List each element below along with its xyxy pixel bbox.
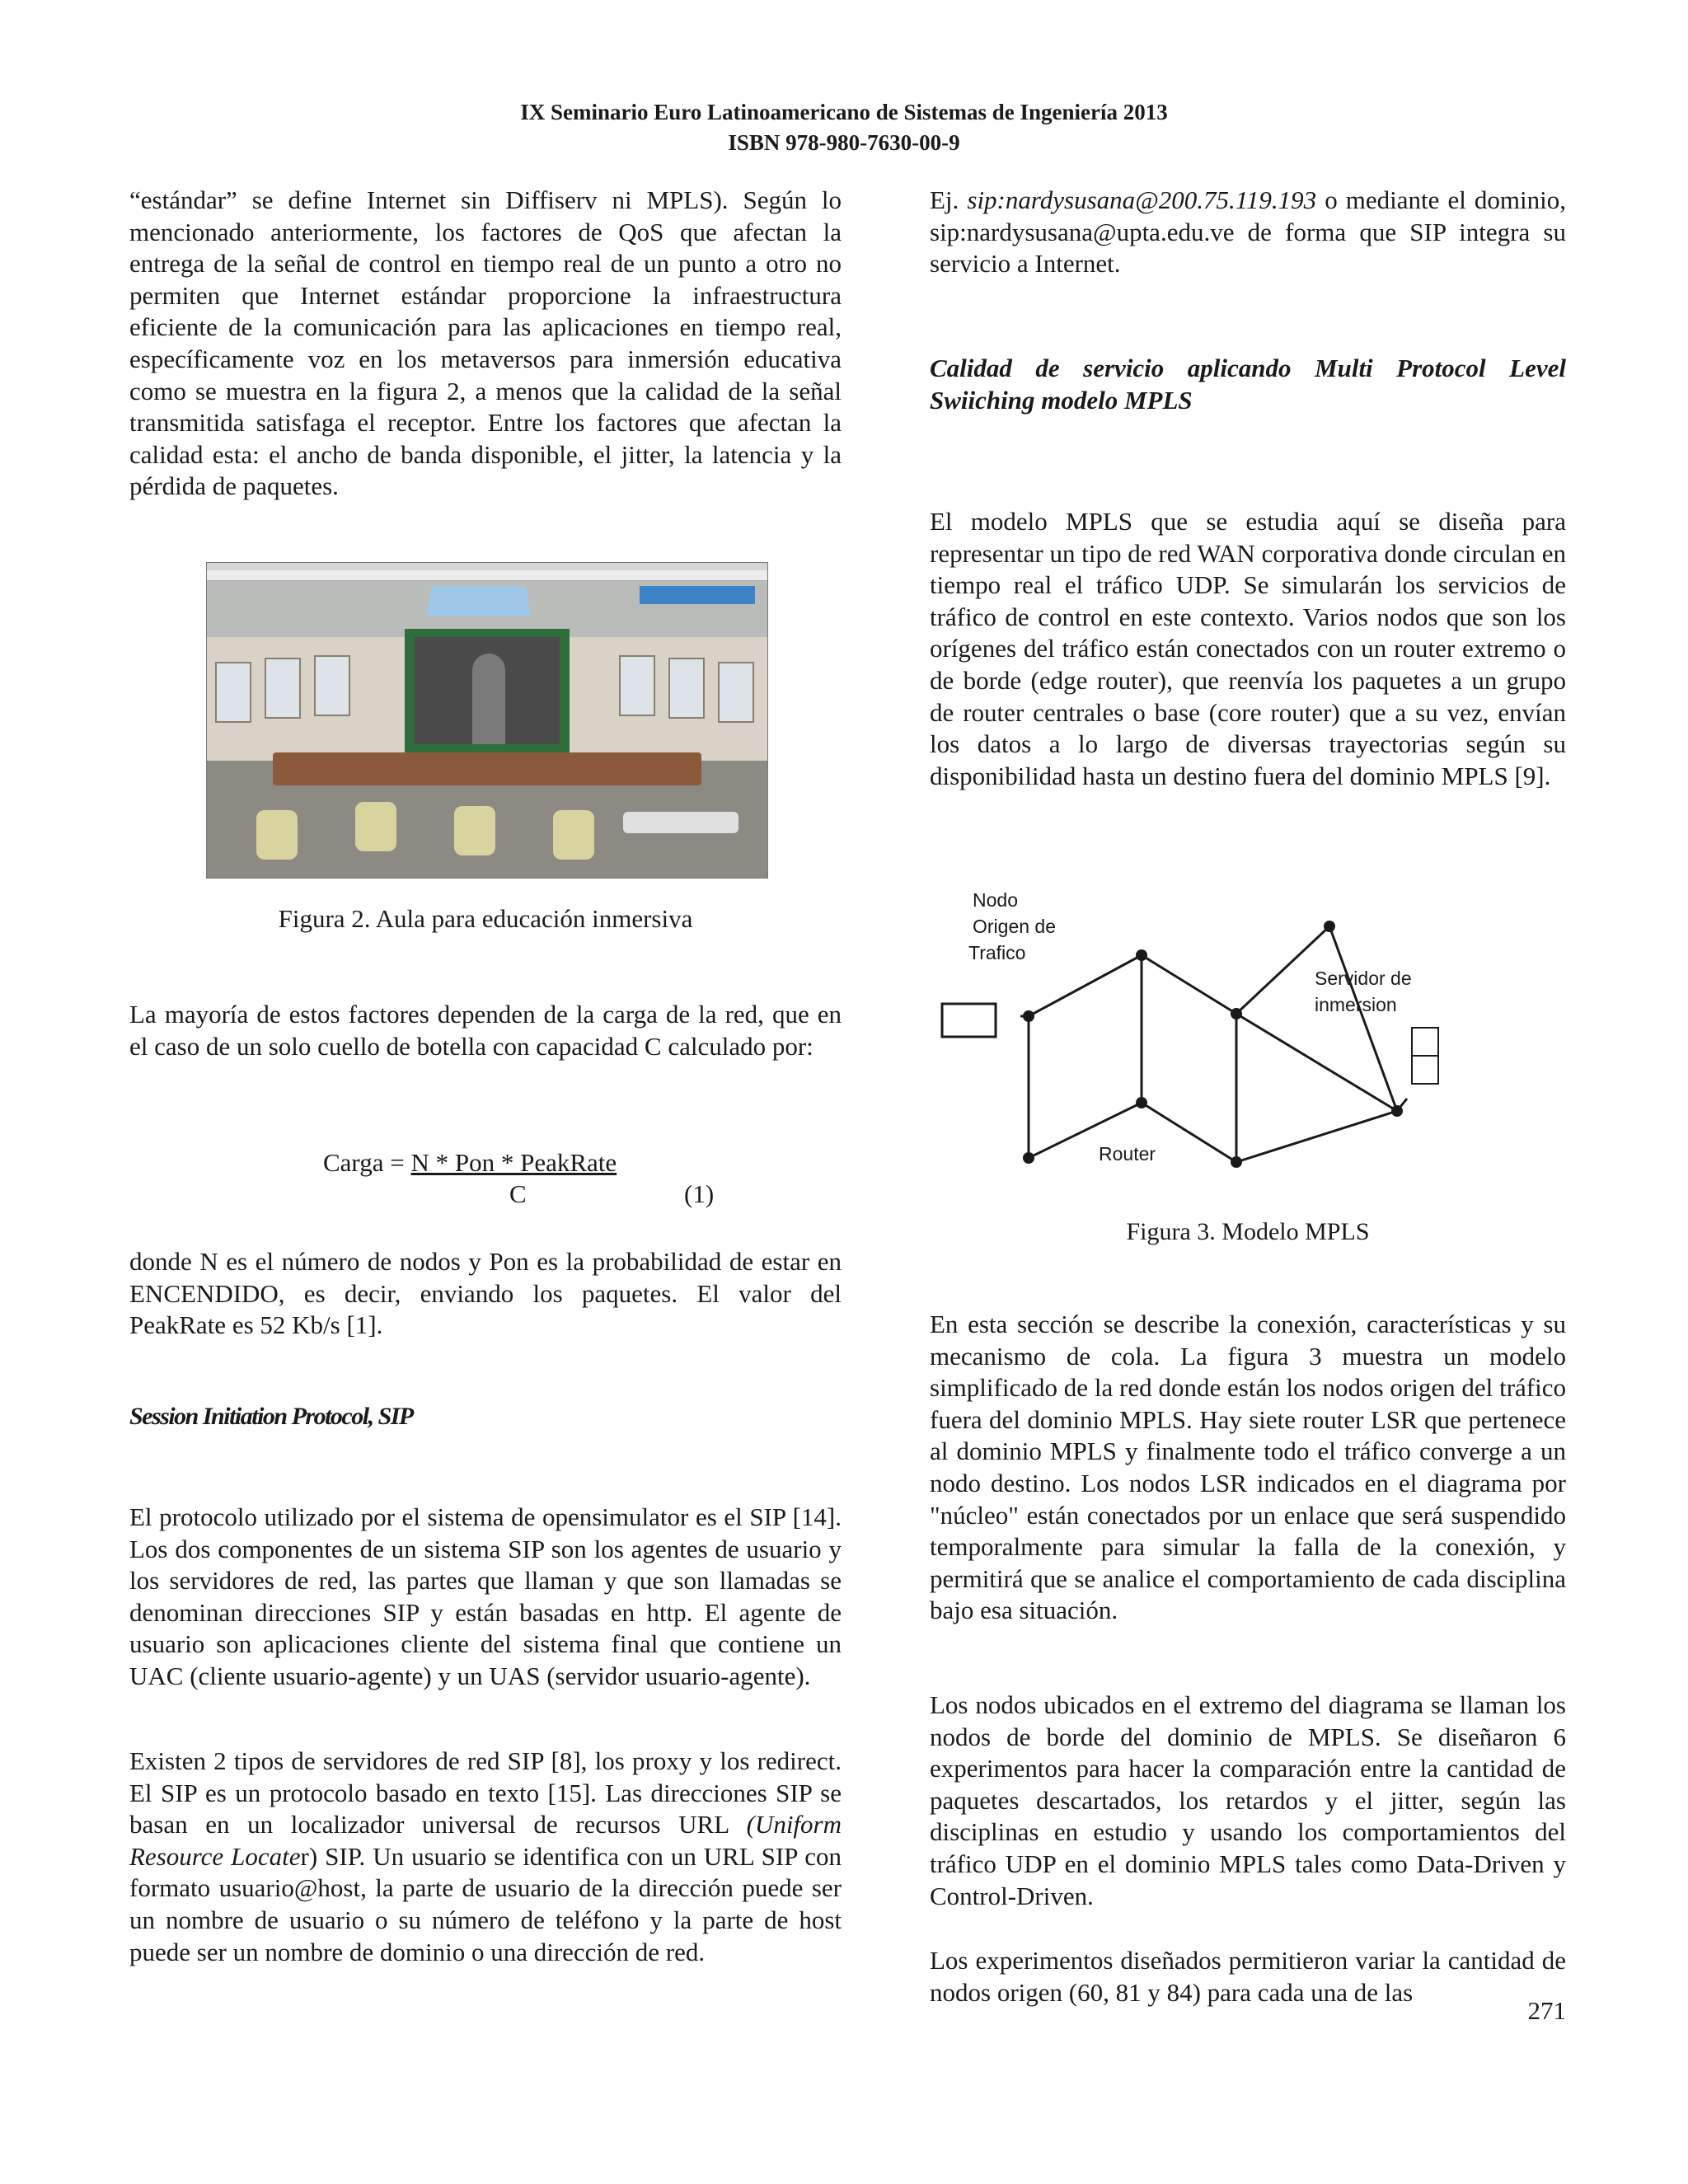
paragraph-sip-protocol: El protocolo utilizado por el sistema de opensimulator es el SIP [14]. Los dos componentes de un sistema SIP son los agentes de usuario y los servidores de red, las partes que llaman y que son llamadas se denominan direcciones SIP y están basadas en http. El agente de usuario son aplicaciones cliente del sistema final que contiene un UAC (cliente usuario-agente) y un UAS (servidor usuario-agente). — [129, 1502, 842, 1690]
window-menubar — [207, 570, 767, 581]
equation-lhs: Carga = — [323, 1148, 411, 1177]
presenter-figure — [472, 654, 505, 744]
figure-3-mpls-diagram — [927, 886, 1471, 1199]
avatar-seat — [355, 802, 396, 851]
section-heading-sip: Session Initiation Protocol, SIP — [129, 1403, 413, 1430]
equation-denominator: C — [509, 1179, 527, 1208]
avatar-seat — [256, 810, 298, 860]
equation-number: (1) — [684, 1179, 715, 1208]
classroom-window — [619, 655, 655, 716]
router-node — [1023, 1152, 1034, 1164]
label-traffic: Trafico — [968, 942, 1026, 963]
classroom-window — [314, 655, 350, 716]
label-node: Nodo — [973, 889, 1018, 911]
figure-2-caption: Figura 2. Aula para educación inmersiva — [278, 904, 693, 933]
label-origin: Origen de — [973, 916, 1057, 937]
classroom-window — [668, 658, 705, 719]
window-titlebar — [207, 563, 767, 570]
router-nodes — [1023, 921, 1403, 1168]
classroom-window — [215, 662, 251, 723]
paragraph-qos-factors: “estándar” se define Internet sin Diffiserv ni MPLS). Según lo mencionado anteriormente, los factores de QoS que afectan la entrega de la señal de control en tiempo real de un punto a otro no permiten que Internet estándar proporcione la infraestructura eficiente de la comunicación para las aplicaciones en tiempo real, específicamente voz en los metaversos para inmersión educativa como se muestra en la figura 2, a menos que la calidad de la señal transmitida satisfaga el receptor. Entre los factores que afectan la calidad esta: el ancho de banda disponible, el jitter, la latencia y la pérdida de paquetes. — [129, 185, 842, 501]
paragraph-edge-nodes: Los nodos ubicados en el extremo del diagrama se llaman los nodos de borde del dominio de MPLS. Se diseñaron 6 experimentos para hacer la comparación entre la cantidad de paquetes descartados, los retardos y el jitter, según las disciplinas en estudio y usando los comportamientos del tráfico UDP en el dominio MPLS tales como Data-Driven y Control-Driven. — [930, 1690, 1566, 1910]
label-server: Servidor de — [1315, 968, 1412, 989]
video-frame — [415, 637, 560, 744]
paragraph-sip-servers: Existen 2 tipos de servidores de red SIP [8], los proxy y los redirect. El SIP es un protocolo basado en texto [15]. Las direcciones SIP se basan en un localizador universal de recursos URL (Uniform Resource Locater) SIP. Un usuario se identifica con un URL SIP con formato usuario@host, la parte de usuario de la dirección puede ser un nombre de usuario o su número de teléfono y la parte de host puede ser un nombre de dominio o una dirección de red. — [129, 1746, 842, 1966]
video-screen — [405, 629, 570, 752]
figure-3-caption: Figura 3. Modelo MPLS — [1126, 1218, 1370, 1245]
figure-2-classroom-screenshot — [206, 562, 768, 879]
equation-load — [323, 1147, 617, 1179]
network-links — [1020, 926, 1407, 1162]
classroom-window — [265, 658, 301, 719]
label-immersion: inmersion — [1315, 994, 1397, 1015]
page-number: 271 — [1527, 1996, 1566, 2025]
avatar-seat — [454, 806, 495, 855]
avatar-seat — [553, 810, 594, 860]
router-node — [1136, 1097, 1147, 1108]
info-overlay — [640, 586, 755, 604]
equation-numerator: N * Pon * PeakRate — [410, 1148, 617, 1177]
router-node — [1023, 1010, 1034, 1022]
header-isbn: ISBN 978-980-7630-00-9 — [728, 130, 960, 155]
paragraph-mpls-model: El modelo MPLS que se estudia aquí se diseña para representar un tipo de red WAN corporativa donde circulan en tiempo real el tráfico UDP. Se simularán los servicios de tráfico de control en este contexto. Varios nodos que son los orígenes del tráfico están conectados con un router extremo o de borde (edge router), que reenvía los paquetes a un grupo de router centrales o base (core router) que a su vez, envían los datos a lo largo de diversas trayectorias según su disponibilidad hasta un destino fuera del dominio MPLS [9]. — [930, 507, 1566, 790]
router-node — [1231, 1008, 1242, 1019]
label-router: Router — [1099, 1143, 1156, 1165]
source-node-box — [942, 1004, 996, 1037]
classroom-desk — [273, 752, 701, 785]
paragraph-experiments: Los experimentos diseñados permitieron variar la cantidad de nodos origen (60, 81 y 84) para cada una de las — [930, 1946, 1566, 2007]
section-heading-mpls: Calidad de servicio aplicando Multi Protocol Level Swiiching modelo MPLS — [930, 354, 1566, 415]
skylight — [427, 587, 530, 616]
classroom-window — [718, 662, 754, 723]
paragraph-network-load: La mayoría de estos factores dependen de la carga de la red, que en el caso de un solo cuello de botella con capacidad C calculado por: — [129, 1000, 842, 1061]
paragraph-connection: En esta sección se describe la conexión, características y su mecanismo de cola. La figura 3 muestra un modelo simplificado de la red donde están los nodos origen del tráfico fuera del dominio MPLS. Hay siete router LSR que pertenece al dominio MPLS y finalmente todo el tráfico converge a un nodo destino. Los nodos LSR indicados en el diagrama por "núcleo" están conectados por un enlace que será suspendido temporalmente para simular la falla de la conexión, y permitirá que se analice el comportamiento de cada disciplina bajo esa situación. — [930, 1310, 1566, 1625]
router-node — [1324, 921, 1335, 932]
paragraph-definitions: donde N es el número de nodos y Pon es la probabilidad de estar en ENCENDIDO, es decir, enviando los paquetes. El valor del PeakRate es 52 Kb/s [1]. — [129, 1247, 842, 1340]
running-header — [0, 97, 1688, 158]
media-controls — [623, 812, 738, 833]
router-node — [1391, 1105, 1403, 1117]
router-node — [1231, 1156, 1242, 1168]
paragraph-sip-example: Ej. sip:nardysusana@200.75.119.193 o mediante el dominio, sip:nardysusana@upta.edu.ve de forma que SIP integra su servicio a Internet. — [930, 185, 1566, 279]
header-title: IX Seminario Euro Latinoamericano de Sistemas de Ingeniería 2013 — [520, 100, 1168, 124]
router-node — [1136, 949, 1147, 961]
